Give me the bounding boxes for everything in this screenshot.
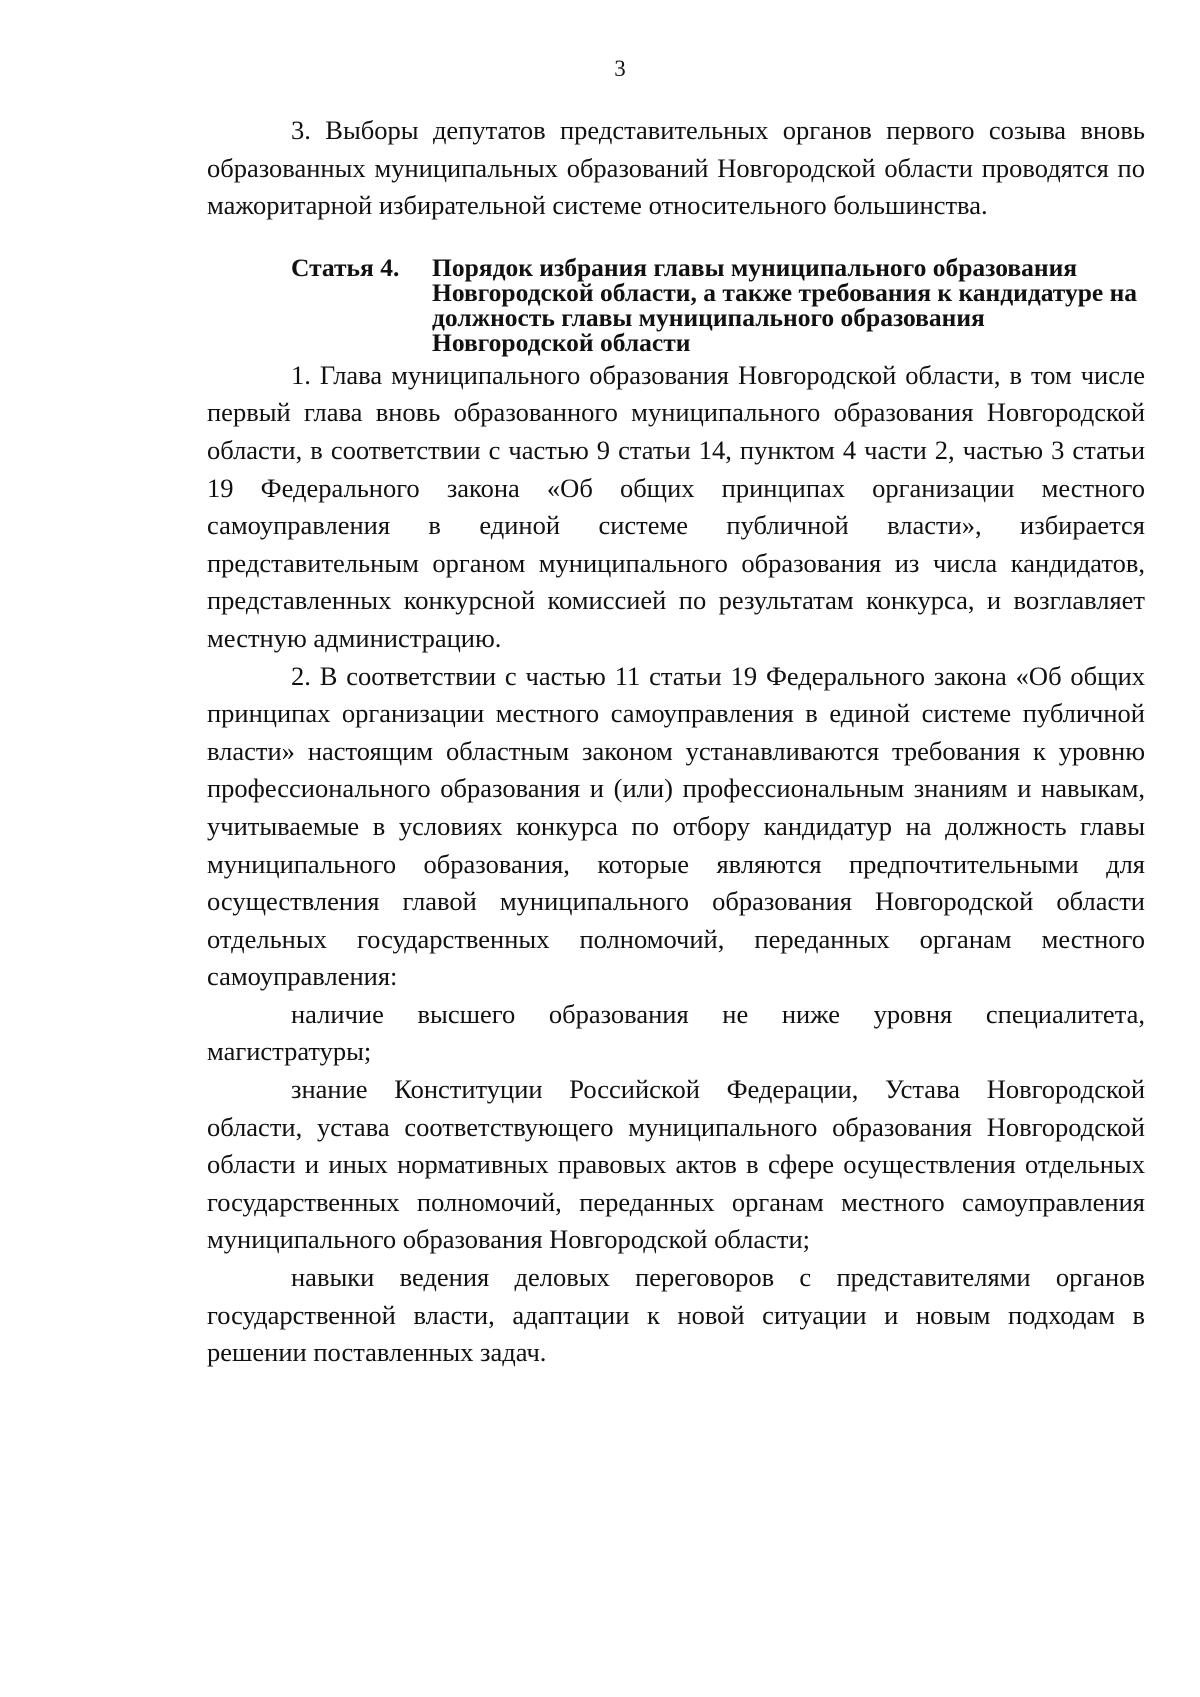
paragraph-part-2: 2. В соответствии с частью 11 статьи 19 Федерального закона «Об общих принципах организации местного самоуправления в единой системе публичной власти» настоящим областным законом устанавливаются требования к уровню профессионального образования и (или) профессиональным знаниям и навыкам, учитываемые в условиях конкурса по отбору кандидатур на должность главы муниципального образования, которые являются предпочтительными для осуществления главой муниципального образования Новгородской области отдельных государственных полномочий, переданных органам местного самоуправления: bbox=[207, 660, 1145, 992]
requirement-education: наличие высшего образования не ниже уровня специалитета, магистратуры; bbox=[207, 998, 1145, 1067]
paragraph-part-3: 3. Выборы депутатов представительных органов первого созыва вновь образованных муниципальных образований Новгородской области проводятся по мажоритарной избирательной системе относительного большинства. bbox=[207, 115, 1145, 221]
page-number: 3 bbox=[614, 56, 626, 81]
requirement-knowledge: знание Конституции Российской Федерации, Устава Новгородской области, устава соответствующего муниципального образования Новгородской области и иных нормативных правовых актов в сфере осуществления отдельных государственных полномочий, переданных органам местного самоуправления муниципального образования Новгородской области; bbox=[207, 1074, 1145, 1255]
requirement-skills: навыки ведения деловых переговоров с представителями органов государственной власти, адаптации к новой ситуации и новым подходам в решении поставленных задач. bbox=[207, 1262, 1145, 1368]
article-number: Статья 4. bbox=[291, 252, 400, 282]
article-heading bbox=[207, 252, 1145, 357]
paragraph-part-1: 1. Глава муниципального образования Новгородской области, в том числе первый глава вновь образованного муниципального образования Новгородской области, в соответствии с частью 9 статьи 14, пунктом 4 части 2, частью 3 статьи 19 Федерального закона «Об общих принципах организации местного самоуправления в единой системе публичной власти», избирается представительным органом муниципального образования из числа кандидатов, представленных конкурсной комиссией по результатам конкурса, и возглавляет местную администрацию. bbox=[207, 359, 1145, 653]
document-body bbox=[207, 112, 1145, 1372]
article-title: Порядок избрания главы муниципального образования Новгородской области, а также требования к кандидатуре на должность главы муниципального образования Новгородской области bbox=[432, 252, 1138, 357]
